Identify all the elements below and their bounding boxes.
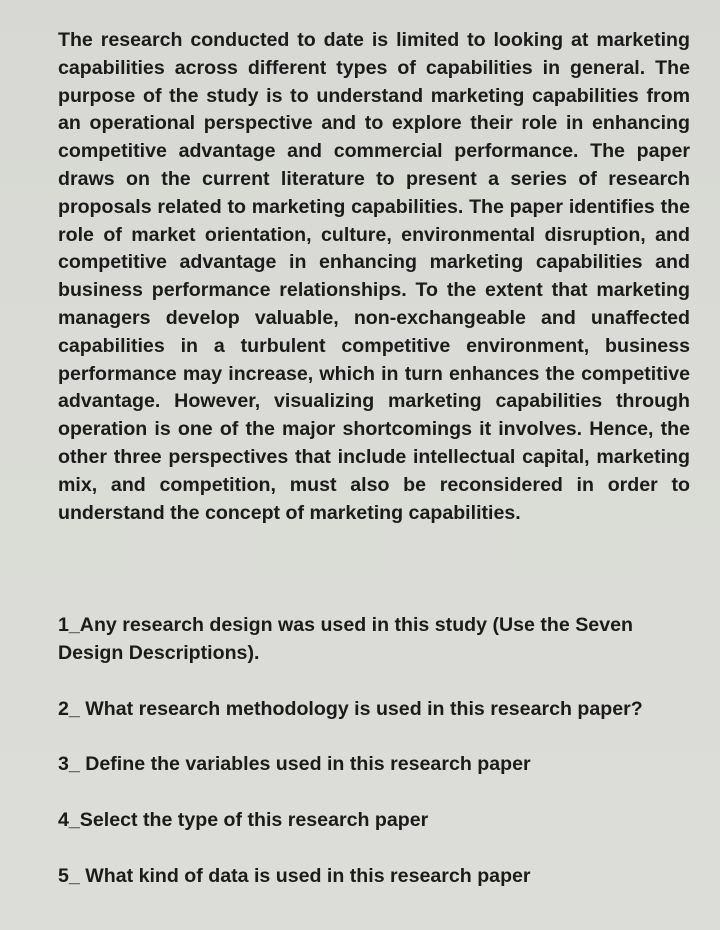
question-4: 4_Select the type of this research paper bbox=[58, 809, 429, 831]
question-1: 1_Any research design was used in this study (Use the Seven Design Descriptions). bbox=[58, 614, 633, 664]
question-5: 5_ What kind of data is used in this research paper bbox=[58, 865, 531, 887]
abstract-paragraph: The research conducted to date is limited to looking at marketing capabilities across different types of capabilities in general. The purpose of the study is to understand marketing capabilities from an operational perspective and to explore their role in enhancing competitive advantage and commercial performance. The paper draws on the current literature to present a series of research proposals related to marketing capabilities. The paper identifies the role of market orientation, culture, environmental disruption, and competitive advantage in enhancing marketing capabilities and business performance relationships. To the extent that marketing managers develop valuable, non-exchangeable and unaffected capabilities in a turbulent competitive environment, business performance may increase, which in turn enhances the competitive advantage. However, visualizing marketing capabilities through operation is one of the major shortcomings it involves. Hence, the other three perspectives that include intellectual capital, marketing mix, and competition, must also be reconsidered in order to understand the concept of marketing capabilities. bbox=[58, 29, 690, 524]
question-3: 3_ Define the variables used in this research paper bbox=[58, 753, 531, 775]
question-2: 2_ What research methodology is used in this research paper? bbox=[58, 698, 643, 720]
